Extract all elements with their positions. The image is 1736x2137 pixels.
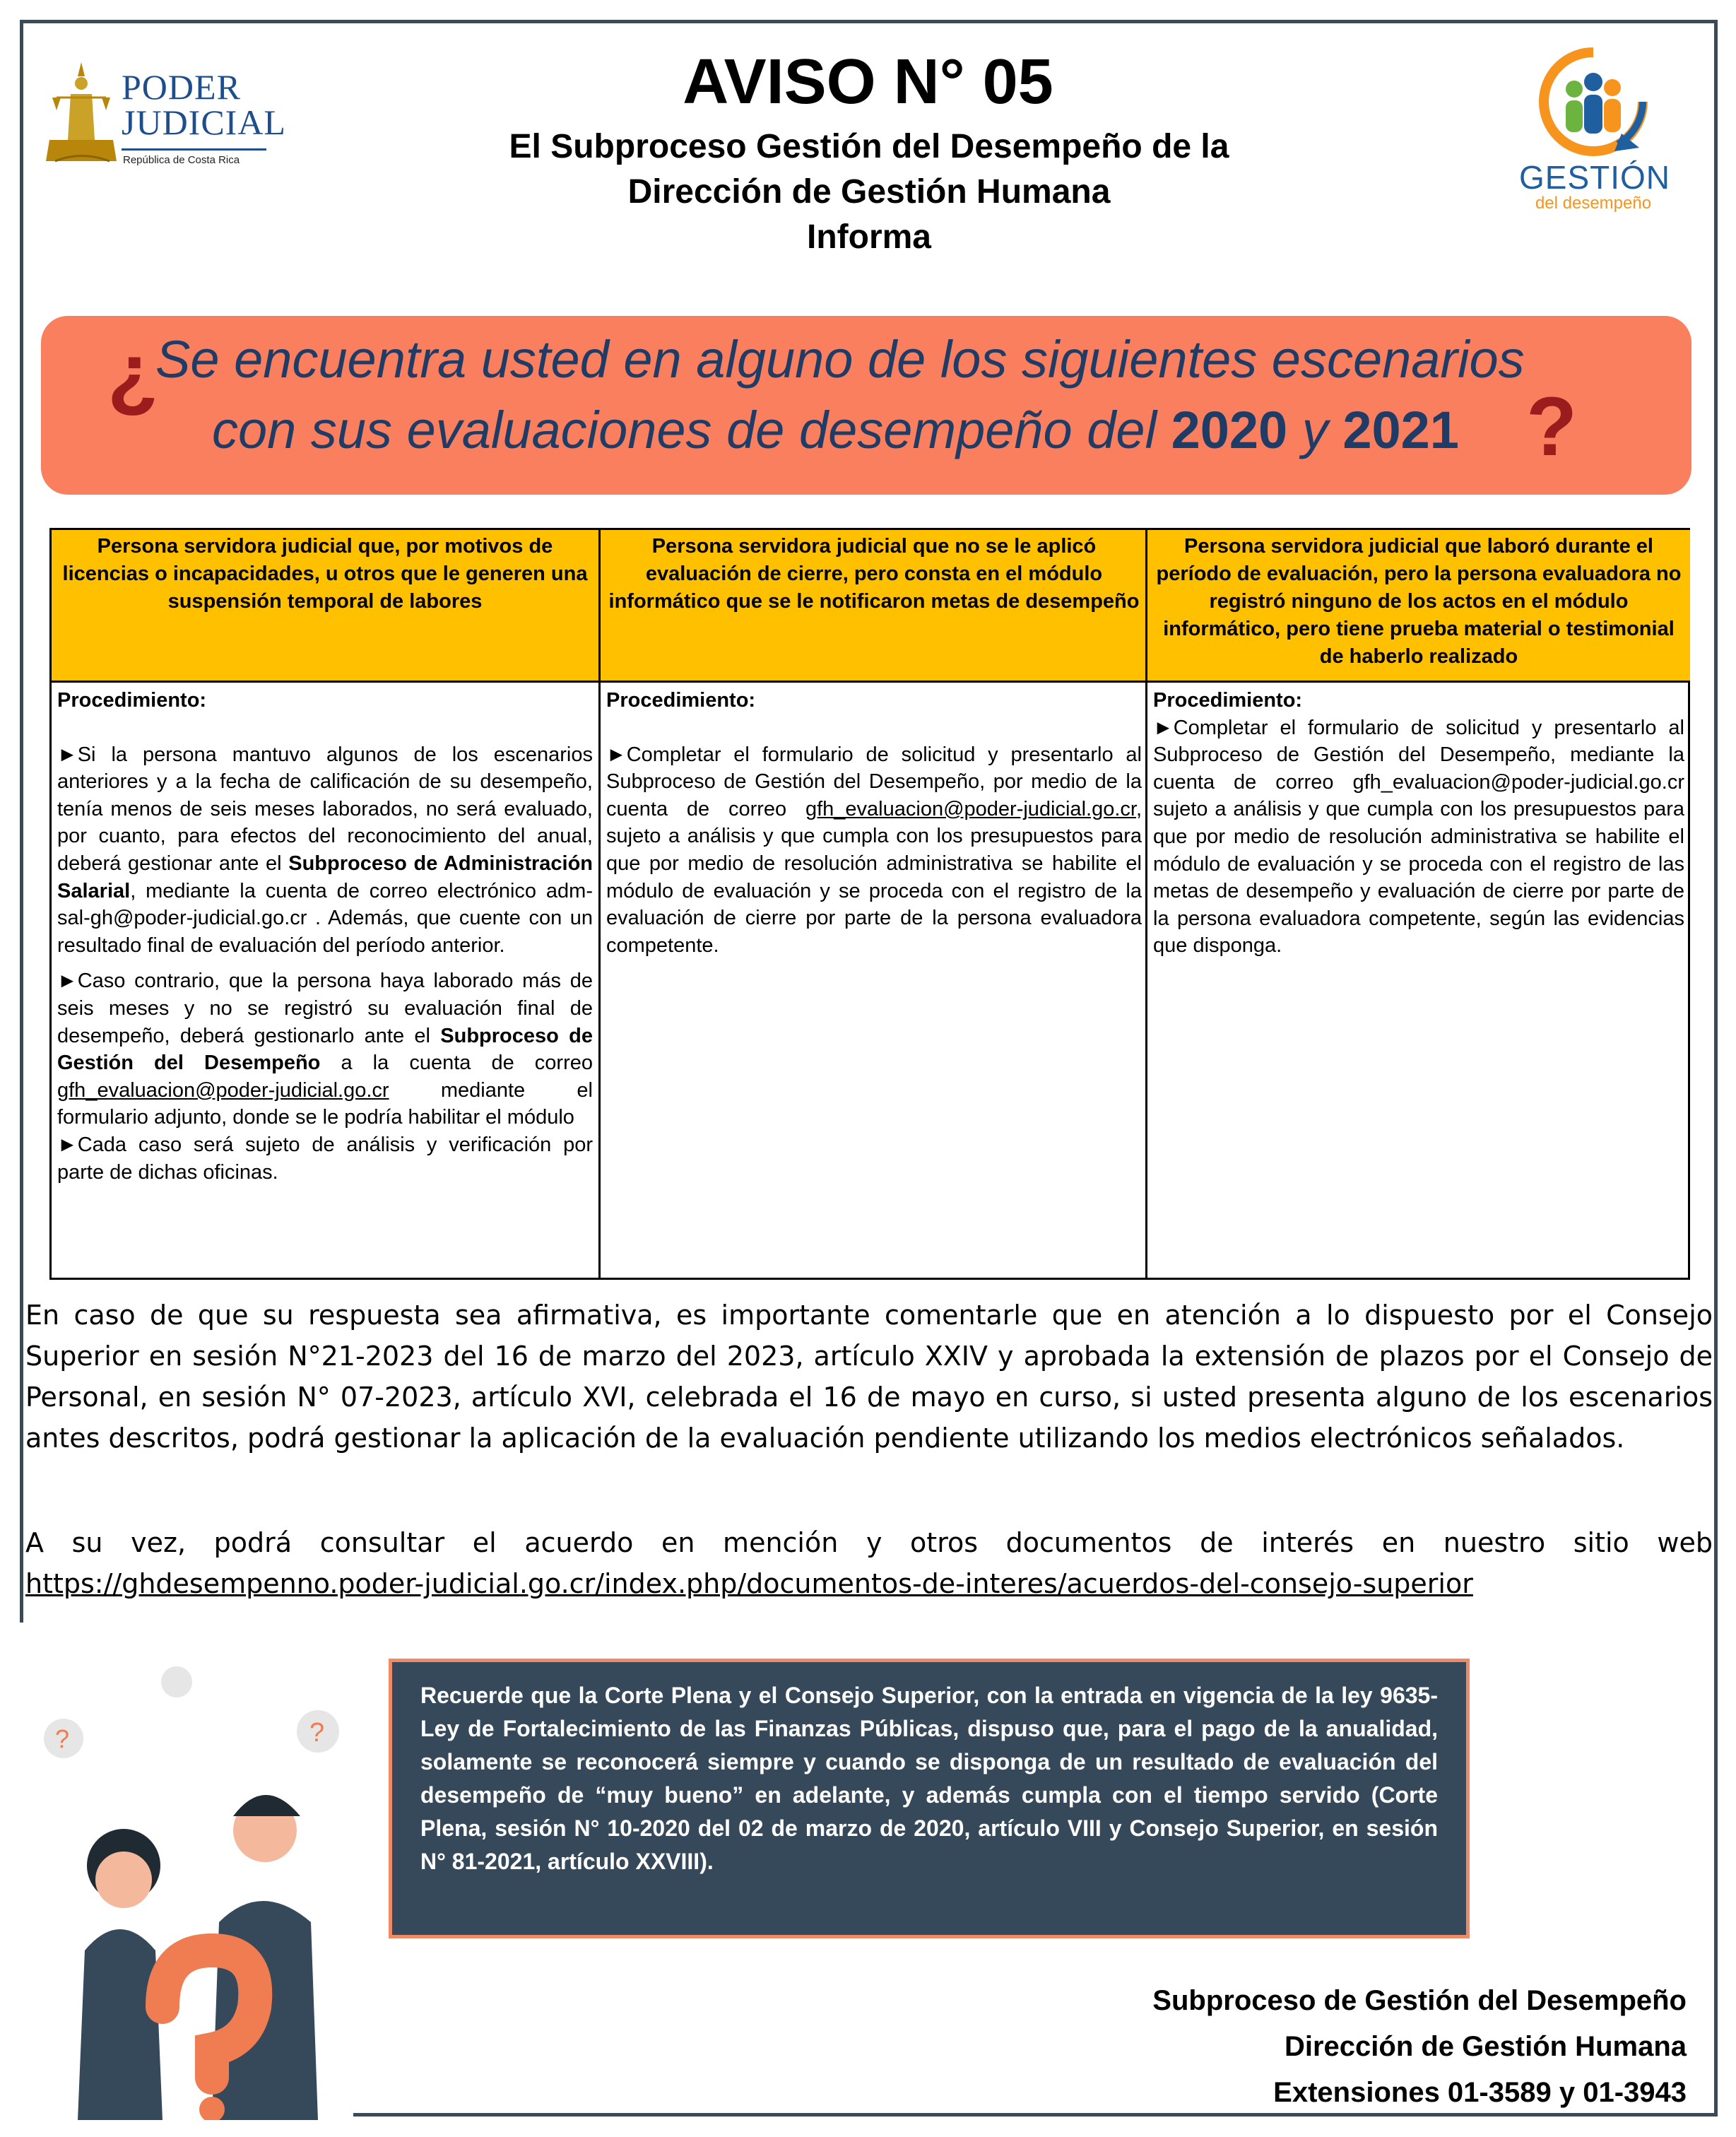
- banner-line-2: con sus evaluaciones de desempeño del 2020 y 2021: [212, 401, 1459, 459]
- procedure-label: Procedimiento:: [1153, 689, 1303, 712]
- table-column: [598, 530, 1147, 1278]
- svg-text:?: ?: [55, 1724, 70, 1753]
- question-open-mark: ¿: [107, 326, 159, 420]
- logo-text: PODER JUDICIAL: [122, 67, 286, 142]
- procedure-label: Procedimiento:: [606, 689, 756, 712]
- email-link[interactable]: gfh_evaluacion@poder-judicial.go.cr: [57, 1078, 389, 1102]
- procedure-text: ►Caso contrario, que la persona haya laborado más de seis meses y no se registró su evaluación final de desempeño, deberá gestionarlo ante el Subproceso de Gestión del Desempeño a la cuenta de correo gfh_evaluacion@poder-judicial.go.cr mediante el formulario adjunto, donde se le podría habilitar el módulo: [57, 970, 594, 1129]
- email-link[interactable]: gfh_evaluacion@poder-judicial.go.cr: [805, 797, 1136, 820]
- logo-rule: [122, 148, 266, 151]
- signature-line: Extensiones 01-3589 y 01-3943: [1273, 2077, 1687, 2108]
- anualidad-note: Recuerde que la Corte Plena y el Consejo Superior, con la entrada en vigencia de la ley 9635-Ley de Fortalecimiento de las Finanzas Públicas, dispuso que, para el pago de la anualidad, solamente se reconocerá siempre y cuando se disponga de un resultado de evaluación del desempeño de “muy bueno” en adelante, y además cumpla con el tiempo servido (Corte Plena, sesión N° 10-2020 del 02 de marzo de 2020, artículo VIII y Consejo Superior, en sesión N° 81-2021, artículo XXVIII).: [389, 1659, 1470, 1938]
- column-header: Persona servidora judicial que no se le aplicó evaluación de cierre, pero consta en el módulo informático que se le notificaron metas de desempeño: [601, 530, 1147, 683]
- question-mark-icon: [21, 1654, 353, 2120]
- logo-subtitle: República de Costa Rica: [123, 154, 240, 166]
- scenarios-table: [49, 528, 1690, 1280]
- logo-title: GESTIÓN: [1519, 159, 1671, 196]
- page-title: AVISO N° 05: [683, 47, 1053, 117]
- signature-line: Dirección de Gestión Humana: [1284, 2031, 1687, 2062]
- table-column: [1145, 530, 1690, 1278]
- body-paragraph: A su vez, podrá consultar el acuerdo en mención y otros documentos de interés en nuestro sitio web https://ghdesempenno.poder-judicial.go.cr/index.php/documentos-de-interes/acuerdos-del-consejo-superior: [25, 1527, 1713, 1599]
- banner-line-1: Se encuentra usted en alguno de los siguientes escenarios: [155, 330, 1525, 389]
- logo-subtitle: del desempeño: [1535, 194, 1652, 213]
- procedure-label: Procedimiento:: [57, 689, 207, 712]
- question-close-mark: ?: [1526, 380, 1578, 473]
- page-subtitle: El Subproceso Gestión del Desempeño de la Dirección de Gestión Humana Informa: [509, 128, 1229, 256]
- body-paragraph: En caso de que su respuesta sea afirmativa, es importante comentarle que en atención a lo dispuesto por el Consejo Superior en sesión N°21-2023 del 16 de marzo del 2023, artículo XXIV y aprobada la extensión de plazos por el Consejo de Personal, en sesión N° 07-2023, artículo XVI, celebrada el 16 de mayo en curso, si usted presenta alguno de los escenarios antes descritos, podrá gestionar la aplicación de la evaluación pendiente utilizando los medios electrónicos señalados.: [25, 1300, 1713, 1454]
- website-link[interactable]: https://ghdesempenno.poder-judicial.go.cr/index.php/documentos-de-interes/acuerdos-del-consejo-superior: [25, 1568, 1473, 1599]
- gestion-desempeno-logo: [1519, 45, 1671, 215]
- column-header: Persona servidora judicial que laboró durante el período de evaluación, pero la persona evaluadora no registró ninguno de los actos en el módulo informático, pero tiene prueba material o testimonial de haberlo realizado: [1147, 530, 1690, 683]
- table-column: [52, 530, 598, 1278]
- column-body: [52, 683, 598, 1190]
- people-growth-icon: [1519, 45, 1667, 158]
- frame-edge: [1714, 1623, 1718, 2117]
- procedure-text: ►Cada caso será sujeto de análisis y verificación por parte de dichas oficinas.: [57, 1133, 593, 1184]
- column-body: [1147, 683, 1690, 964]
- procedure-text: ►Completar el formulario de solicitud y presentarlo al Subproceso de Gestión del Desempeño, mediante la cuenta de correo gfh_evaluacion@poder-judicial.go.cr sujeto a análisis y que cumpla con los presupuestos para que por medio de resolución administrativa se habilite el módulo de evaluación y se proceda con el registro de las metas de desempeño y evaluación de cierre por parte de la persona evaluadora competente, según las evidencias que disponga.: [1153, 716, 1684, 958]
- svg-text:?: ?: [309, 1718, 325, 1748]
- procedure-text: ►Si la persona mantuvo algunos de los escenarios anteriores y a la fecha de calificación de su desempeño, tenía menos de seis meses laborados, no será evaluado, por cuanto, para efectos del reconocimiento del anual, deberá gestionar ante el Subproceso de Administración Salarial, mediante la cuenta de correo electrónico adm-sal-gh@poder-judicial.go.cr . Además, que cuente con un resultado final de evaluación del período anterior.: [57, 743, 593, 957]
- column-body: [601, 683, 1147, 963]
- signature-line: Subproceso de Gestión del Desempeño: [1152, 1985, 1687, 2016]
- column-header: Persona servidora judicial que, por motivos de licencias o incapacidades, u otros que le generen una suspensión temporal de labores: [52, 530, 598, 683]
- procedure-text: ►Completar el formulario de solicitud y presentarlo al Subproceso de Gestión del Desempeño, por medio de la cuenta de correo gfh_evaluacion@poder-judicial.go.cr, sujeto a análisis y que cumpla con los presupuestos para que por medio de resolución administrativa se habilite el módulo de evaluación y se proceda con el registro de la evaluación de cierre por parte de la persona evaluadora competente.: [606, 743, 1142, 957]
